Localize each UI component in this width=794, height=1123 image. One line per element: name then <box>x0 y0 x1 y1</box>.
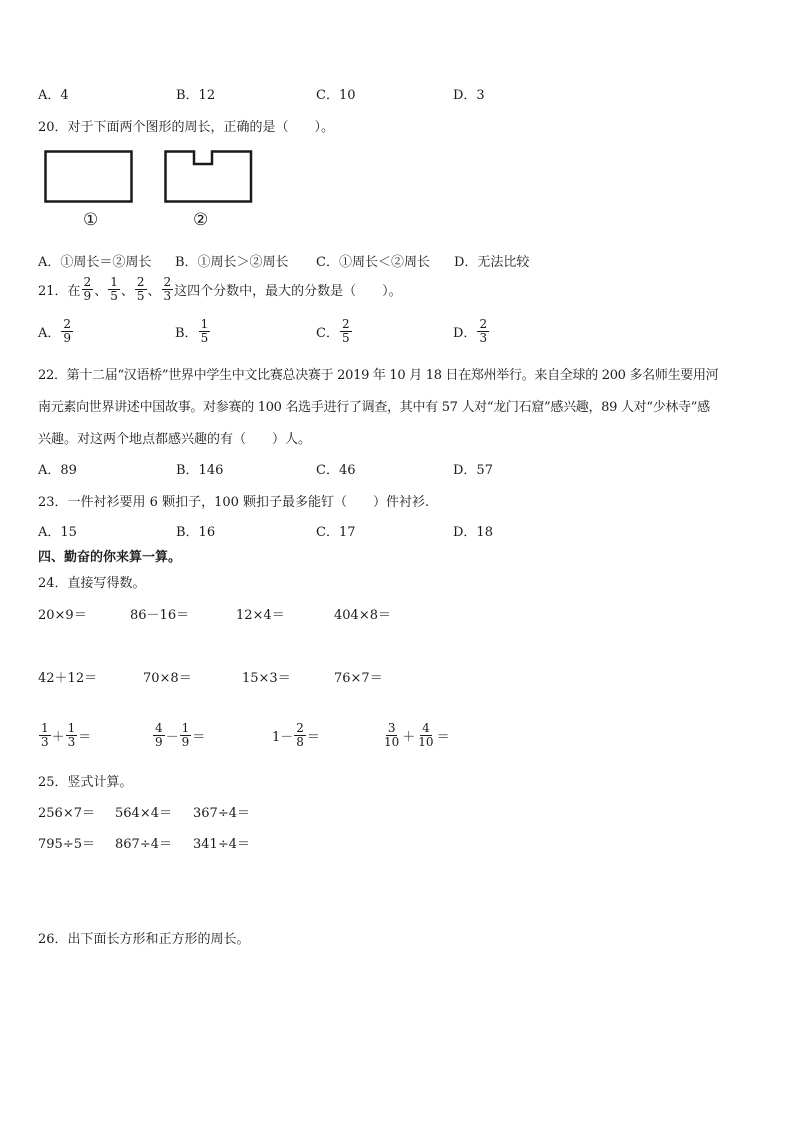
q20-option-b: B．①周长＞②周长 <box>175 255 289 270</box>
q25-item: 367÷4＝ <box>193 806 250 821</box>
q26-stem: 26．出下面长方形和正方形的周长。 <box>38 932 250 947</box>
q23-option-c: C．17 <box>316 525 356 540</box>
q22-line-3: 兴趣。对这两个地点都感兴趣的有（ ）人。 <box>38 432 312 447</box>
q25-item: 341÷4＝ <box>193 837 250 852</box>
q19-option-b: B．12 <box>176 88 216 103</box>
figure-rectangle <box>44 150 134 205</box>
q20-option-d: D．无法比较 <box>454 255 530 270</box>
q23-stem: 23．一件衬衫要用 6 颗扣子，100 颗扣子最多能钉（ ）件衬衫. <box>38 495 430 510</box>
q19-option-d: D．3 <box>453 88 485 103</box>
q22-option-c: C．46 <box>316 463 356 478</box>
section-heading: 四、勤奋的你来算一算。 <box>38 550 182 565</box>
q24-item: 70×8＝ <box>143 671 192 686</box>
q24-fraction-expression: $\frac{1}{3}$ ＋ $\frac{1}{3}$ ＝ <box>41 721 92 749</box>
q24-fraction-expression: $\frac{3}{10}$ ＋ $\frac{4}{10}$ ＝ <box>384 721 450 749</box>
q23-option-a: A．15 <box>38 525 77 540</box>
q24-stem: 24．直接写得数。 <box>38 576 146 591</box>
q22-option-b: B．146 <box>176 463 224 478</box>
figure-label-2: ② <box>193 210 209 230</box>
q24-item: 20×9＝ <box>38 608 87 623</box>
q21-option-d: D． $\frac{2}{3}$ <box>453 317 488 345</box>
q25-stem: 25．竖式计算。 <box>38 775 133 790</box>
q21-fraction: $\frac{1}{5}$ <box>110 275 118 303</box>
q25-item: 256×7＝ <box>38 806 95 821</box>
q24-fraction-expression: $\frac{4}{9}$ － $\frac{1}{9}$ ＝ <box>155 721 206 749</box>
q21-separator: 、 <box>147 283 161 299</box>
q21-fraction: $\frac{2}{9}$ <box>83 275 92 303</box>
q25-item: 564×4＝ <box>115 806 172 821</box>
q21-option-c: C． $\frac{2}{5}$ <box>316 317 350 345</box>
q24-item: 404×8＝ <box>334 608 391 623</box>
figure-notched-rectangle <box>164 150 254 205</box>
q24-fraction-expression: 1－ $\frac{2}{8}$ ＝ <box>272 721 320 749</box>
q24-item: 76×7＝ <box>334 671 383 686</box>
q19-option-a: A．4 <box>38 88 69 103</box>
q25-item: 867÷4＝ <box>115 837 172 852</box>
q23-option-b: B．16 <box>176 525 216 540</box>
q22-line-1: 22．第十二届“汉语桥”世界中学生中文比赛总决赛于 2019 年 10 月 18 日在郑州举行。来自全球的 200 多名师生要用河 <box>38 368 719 383</box>
q24-item: 15×3＝ <box>242 671 291 686</box>
figure-label-1: ① <box>83 210 99 230</box>
q21-option-a: A． $\frac{2}{9}$ <box>38 317 72 345</box>
q21-prefix: 21．在 <box>38 283 81 299</box>
q21-fraction: $\frac{2}{5}$ <box>136 275 145 303</box>
q25-item: 795÷5＝ <box>38 837 95 852</box>
q20-option-a: A．①周长＝②周长 <box>38 255 152 270</box>
q22-option-a: A．89 <box>38 463 77 478</box>
q23-option-d: D．18 <box>453 525 493 540</box>
q21-separator: 、 <box>94 283 108 299</box>
q21-suffix: 这四个分数中，最大的分数是（ ）。 <box>174 283 402 299</box>
q21-option-b: B． $\frac{1}{5}$ <box>175 317 209 345</box>
q21-fraction: $\frac{2}{3}$ <box>163 275 172 303</box>
q20-stem: 20．对于下面两个图形的周长，正确的是（ ）。 <box>38 120 335 135</box>
q24-item: 86－16＝ <box>130 608 190 623</box>
q19-option-c: C．10 <box>316 88 356 103</box>
q21-stem <box>38 276 402 302</box>
q22-line-2: 南元素向世界讲述中国故事。对参赛的 100 名选手进行了调查，其中有 57 人对“龙门石窟”感兴趣，89 人对“少林寺”感 <box>38 400 710 415</box>
q24-item: 42＋12＝ <box>38 671 98 686</box>
q21-separator: 、 <box>120 283 134 299</box>
q24-item: 12×4＝ <box>236 608 285 623</box>
q22-option-d: D．57 <box>453 463 493 478</box>
q20-option-c: C．①周长＜②周长 <box>316 255 430 270</box>
